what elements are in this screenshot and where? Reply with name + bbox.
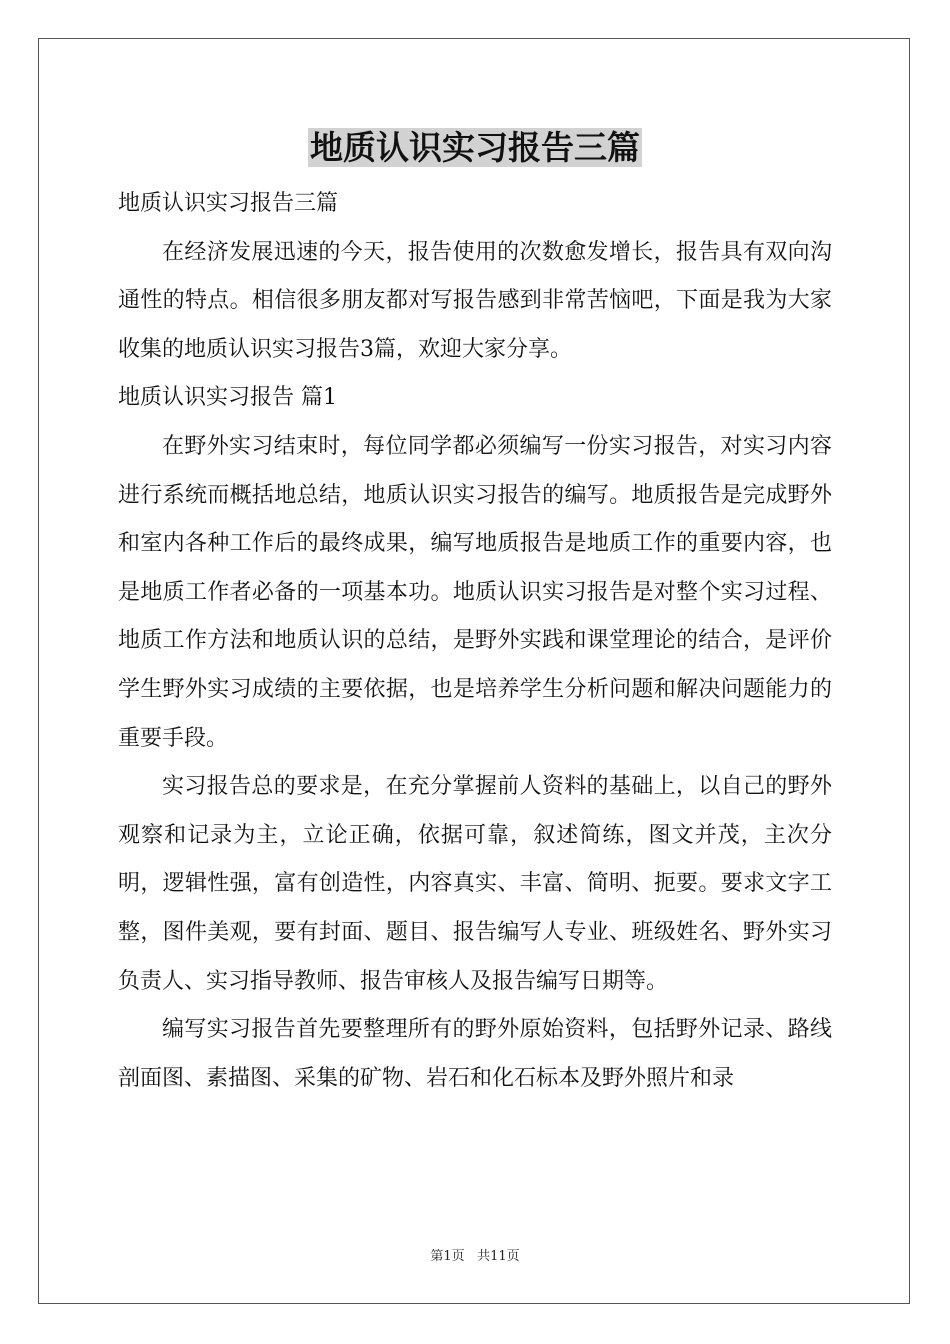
body-paragraph-2: 实习报告总的要求是，在充分掌握前人资料的基础上，以自己的野外观察和记录为主，立论正确，依据可靠，叙述简练，图文并茂，主次分明，逻辑性强，富有创造性，内容真实、丰富、简明、扼要。要求文字工整，图件美观，要有封面、题目、报告编写人专业、班级姓名、野外实习负责人、实习指导教师、报告审核人及报告编写日期等。 (118, 774, 832, 994)
body-paragraph-3: 编写实习报告首先要整理所有的野外原始资料，包括野外记录、路线剖面图、素描图、采集的矿物、岩石和化石标本及野外照片和录 (118, 1017, 832, 1091)
section-heading-part-1: 地质认识实习报告 篇1 (118, 385, 337, 411)
body-paragraph-1: 在野外实习结束时，每位同学都必须编写一份实习报告，对实习内容进行系统而概括地总结，地质认识实习报告的编写。地质报告是完成野外和室内各种工作后的最终成果，编写地质报告是地质工作的重要内容，也是地质工作者必备的一项基本功。地质认识实习报告是对整个实习过程、地质工作方法和地质认识的总结，是野外实践和课堂理论的结合，是评价学生野外实习成绩的主要依据，也是培养学生分析问题和解决问题能力的重要手段。 (118, 433, 832, 751)
intro-paragraph: 在经济发展迅速的今天，报告使用的次数愈发增长，报告具有双向沟通性的特点。相信很多朋友都对写报告感到非常苦恼吧，下面是我为大家收集的地质认识实习报告3篇，欢迎大家分享。 (118, 239, 832, 362)
document-title-text: 地质认识实习报告三篇 (310, 128, 640, 167)
document-body (118, 180, 832, 1103)
section-heading-main: 地质认识实习报告三篇 (118, 191, 339, 216)
page-number: 第1页 (430, 1249, 465, 1264)
document-title (0, 126, 950, 170)
page-footer (0, 1248, 950, 1266)
page-total: 共11页 (477, 1249, 520, 1264)
